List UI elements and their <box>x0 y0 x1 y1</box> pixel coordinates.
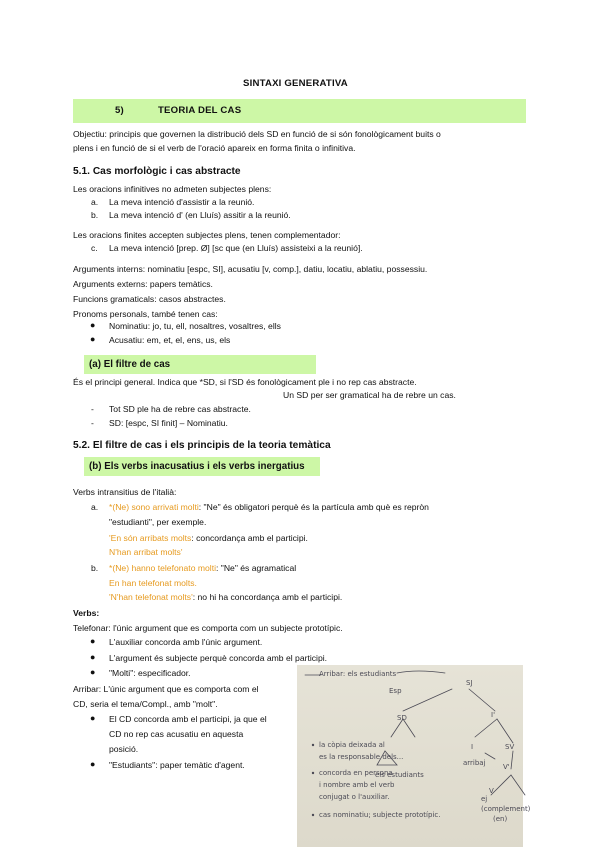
bullet-icon: ● <box>90 713 96 723</box>
tree-node: SD <box>397 714 407 722</box>
example-b: La meva intenció d' (en Lluís) assitir a la reunió. <box>109 210 291 220</box>
note-line: i nombre amb el verb <box>319 781 395 789</box>
list-item: SD: [espc, SI finit] – Nominatiu. <box>109 418 228 428</box>
paragraph: Arguments interns: nominatiu [espc, SI], acusatiu [v, comp.], datiu, locatiu, ablatiu, possessiu. <box>73 264 428 274</box>
list-item: Acusatiu: em, et, el, ens, us, els <box>109 335 231 345</box>
paragraph: Funcions gramaticals: casos abstractes. <box>73 294 226 304</box>
tree-node: I' <box>491 711 495 719</box>
tree-node: Esp <box>389 687 402 695</box>
example-a-cont: "estudianti", per exemple. <box>109 517 207 527</box>
paragraph: CD, seria el tema/Compl., amb "molt". <box>73 699 218 709</box>
note-line: cas nominatiu; subjecte prototípic. <box>319 811 441 819</box>
objective-line-1: Objectiu: principis que governen la distribució dels SD en funció de si són fonològicament buits o <box>73 129 441 139</box>
bullet-icon: ● <box>90 652 96 662</box>
list-marker: c. <box>91 243 98 253</box>
tree-node: SJ <box>466 679 473 687</box>
paragraph: Les oracions finites accepten subjectes plens, tenen complementador: <box>73 230 341 240</box>
heading-5-1: 5.1. Cas morfològic i cas abstracte <box>73 166 241 177</box>
list-item: Tot SD ple ha de rebre cas abstracte. <box>109 404 251 414</box>
objective-line-2: plens i en funció de si el verb de l'oració apareix en forma finita o infinitiva. <box>73 143 356 153</box>
bullet-icon: ● <box>90 759 96 769</box>
list-item: "Estudiants": paper temàtic d'agent. <box>109 760 245 770</box>
paragraph: Les oracions infinitives no admeten subjectes plens: <box>73 184 272 194</box>
tree-leaf: arribaj <box>463 759 486 767</box>
tree-leaf: els estudiants <box>375 771 424 779</box>
paragraph: És el principi general. Indica que *SD, si l'SD és fonològicament ple i no rep cas abstracte. <box>73 377 417 387</box>
note-line: la còpia deixada al <box>319 741 385 749</box>
bullet-icon: ● <box>90 334 96 344</box>
example-a: La meva intenció d'assistir a la reunió. <box>109 197 255 207</box>
note-line: es la responsable dels... <box>319 753 404 761</box>
syntax-tree-sketch <box>297 665 531 847</box>
heading-5-2: 5.2. El filtre de cas i els principis de la teoria temàtica <box>73 440 331 451</box>
list-item: L'auxiliar concorda amb l'únic argument. <box>109 637 263 647</box>
example-a-1: 'En són arribats molts: concordança amb el participi. <box>109 533 308 543</box>
note-line: conjugat o l'auxiliar. <box>319 793 390 801</box>
paragraph: Pronoms personals, també tenen cas: <box>73 309 218 319</box>
example-b: *(Ne) hanno telefonato molti: "Ne" és agramatical <box>109 563 297 573</box>
bullet-icon: ● <box>90 667 96 677</box>
paragraph: Arribar: L'únic argument que es comporta com el <box>73 684 259 694</box>
example-b-2: 'N'han telefonat molts': no hi ha concordança amb el participi. <box>109 592 343 602</box>
bullet-icon: ● <box>90 320 96 330</box>
list-item-cont: CD no rep cas acusatiu en aquesta <box>109 729 244 739</box>
example-a-2: N'han arribat molts' <box>109 547 183 557</box>
heading-verbs: (b) Els verbs inacusatius i els verbs inergatius <box>89 461 305 472</box>
tree-node: I <box>471 743 474 751</box>
list-marker: a. <box>91 197 99 207</box>
section-title: TEORIA DEL CAS <box>158 105 242 116</box>
tree-node: V <box>489 787 494 795</box>
handwritten-notes-photo <box>297 665 531 847</box>
tree-leaf: (en) <box>493 815 508 823</box>
list-item: L'argument és subjecte perquè concorda amb el participi. <box>109 653 328 663</box>
list-item-cont: posició. <box>109 744 139 754</box>
list-marker: b. <box>91 563 99 573</box>
example-a: *(Ne) sono arrivati molti: "Ne" és obligatori perquè és la partícula amb què es repròn <box>109 502 429 512</box>
document-title: SINTAXI GENERATIVA <box>243 78 348 89</box>
section-highlight <box>73 99 526 123</box>
list-item: El CD concorda amb el participi, ja que el <box>109 714 267 724</box>
paragraph: Un SD per ser gramatical ha de rebre un cas. <box>283 390 456 400</box>
list-item: "Molti": especificador. <box>109 668 191 678</box>
label-verbs: Verbs: <box>73 608 100 618</box>
tree-node: V' <box>503 763 510 771</box>
note-line: concorda en persona <box>319 769 393 777</box>
paragraph: Arguments externs: papers temàtics. <box>73 279 213 289</box>
dash-icon: - <box>91 418 94 428</box>
tree-node: SV <box>505 743 515 751</box>
paragraph: Telefonar: l'únic argument que es comporta com un subjecte prototípic. <box>73 623 343 633</box>
tree-leaf: (complement) <box>481 805 531 813</box>
list-marker: b. <box>91 210 99 220</box>
list-item: Nominatiu: jo, tu, ell, nosaltres, vosaltres, ells <box>109 321 281 331</box>
bullet-icon: ● <box>90 636 96 646</box>
example-c: La meva intenció [prep. Ø] [sc que (en Lluís) assisteixi a la reunió]. <box>109 243 363 253</box>
paragraph: Verbs intransitius de l'italià: <box>73 487 177 497</box>
list-marker: a. <box>91 502 99 512</box>
tree-leaf: ej <box>481 795 488 803</box>
example-b-1: En han telefonat molts. <box>109 578 197 588</box>
section-number: 5) <box>115 105 124 116</box>
note-title: Arribar: els estudiants <box>319 670 397 678</box>
dash-icon: - <box>91 404 94 414</box>
heading-filter: (a) El filtre de cas <box>89 359 171 370</box>
